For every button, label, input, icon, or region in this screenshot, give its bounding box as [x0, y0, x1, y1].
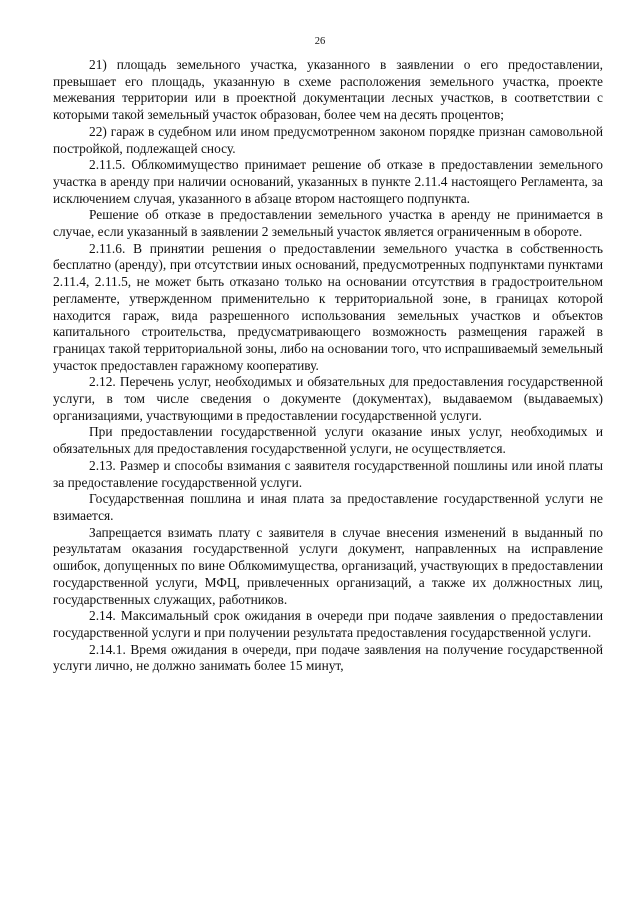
paragraph-other-services: При предоставлении государственной услуги оказание иных услуг, необходимых и обязательных для предоставления государственной услуги, не осуществляется.: [53, 424, 603, 457]
paragraph-2-14-1: 2.14.1. Время ожидания в очереди, при подаче заявления на получение государственной услуги лично, не должно занимать более 15 минут,: [53, 641, 603, 674]
document-body: [53, 57, 603, 675]
paragraph-fee-not-charged: Государственная пошлина и иная плата за предоставление государственной услуги не взимается.: [53, 491, 603, 523]
paragraph-item-22: 22) гараж в судебном или ином предусмотренном законом порядке признан самовольной постройкой, подлежащей сносу.: [53, 123, 603, 156]
paragraph-2-12: 2.12. Перечень услуг, необходимых и обязательных для предоставления государственной услуги, в том числе сведения о документе (документах), выдаваемом (выдаваемых) организациями, участвующими в предоставлении государственной услуги.: [53, 374, 603, 423]
paragraph-item-21: 21) площадь земельного участка, указанного в заявлении о его предоставлении, превышает его площадь, указанную в схеме расположения земельного участка, проекте межевания территории или в проектной документации лесных участков, в соответствии с которыми такой земельный участок образован, более чем на десять процентов;: [53, 57, 603, 123]
page-number: 26: [314, 36, 326, 47]
paragraph-2-11-6: 2.11.6. В принятии решения о предоставлении земельного участка в собственность бесплатно (аренду), при отсутствии иных оснований, предусмотренных подпунктами пунктами 2.11.4, 2.11.5, не может быть отказано только на основании отсутствия в градостроительном регламенте, утвержденном применительно к территориальной зоне, в границах которой находится гараж, вида разрешенного использования земельных участков и объектов капитального строительства, предусматривающего возможность размещения гаражей в границах такой территориальной зоны, либо на основании того, что испрашиваемый земельный участок предоставлен гаражному кооперативу.: [53, 240, 603, 373]
paragraph-2-14: 2.14. Максимальный срок ожидания в очереди при подаче заявления о предоставлении государственной услуги и при получении результата предоставления государственной услуги.: [53, 608, 603, 640]
paragraph-2-11-5: 2.11.5. Облкомимущество принимает решение об отказе в предоставлении земельного участка в аренду при наличии оснований, указанных в пункте 2.11.4 настоящего Регламента, за исключением случая, указанного в абзаце втором настоящего подпункта.: [53, 157, 603, 206]
paragraph-2-13: 2.13. Размер и способы взимания с заявителя государственной пошлины или иной платы за предоставление государственной услуги.: [53, 457, 603, 490]
paragraph-fee-prohibited: Запрещается взимать плату с заявителя в случае внесения изменений в выданный по результатам оказания государственной услуги документ, направленных на исправление ошибок, допущенных по вине Облкомимущества, организаций, участвующих в предоставлении государственной услуги, МФЦ, привлеченных организаций, а также их должностных лиц, государственных служащих, работников.: [53, 524, 603, 607]
paragraph-refusal-exception: Решение об отказе в предоставлении земельного участка в аренду не принимается в случае, если указанный в заявлении 2 земельный участок является ограниченным в обороте.: [53, 207, 603, 240]
